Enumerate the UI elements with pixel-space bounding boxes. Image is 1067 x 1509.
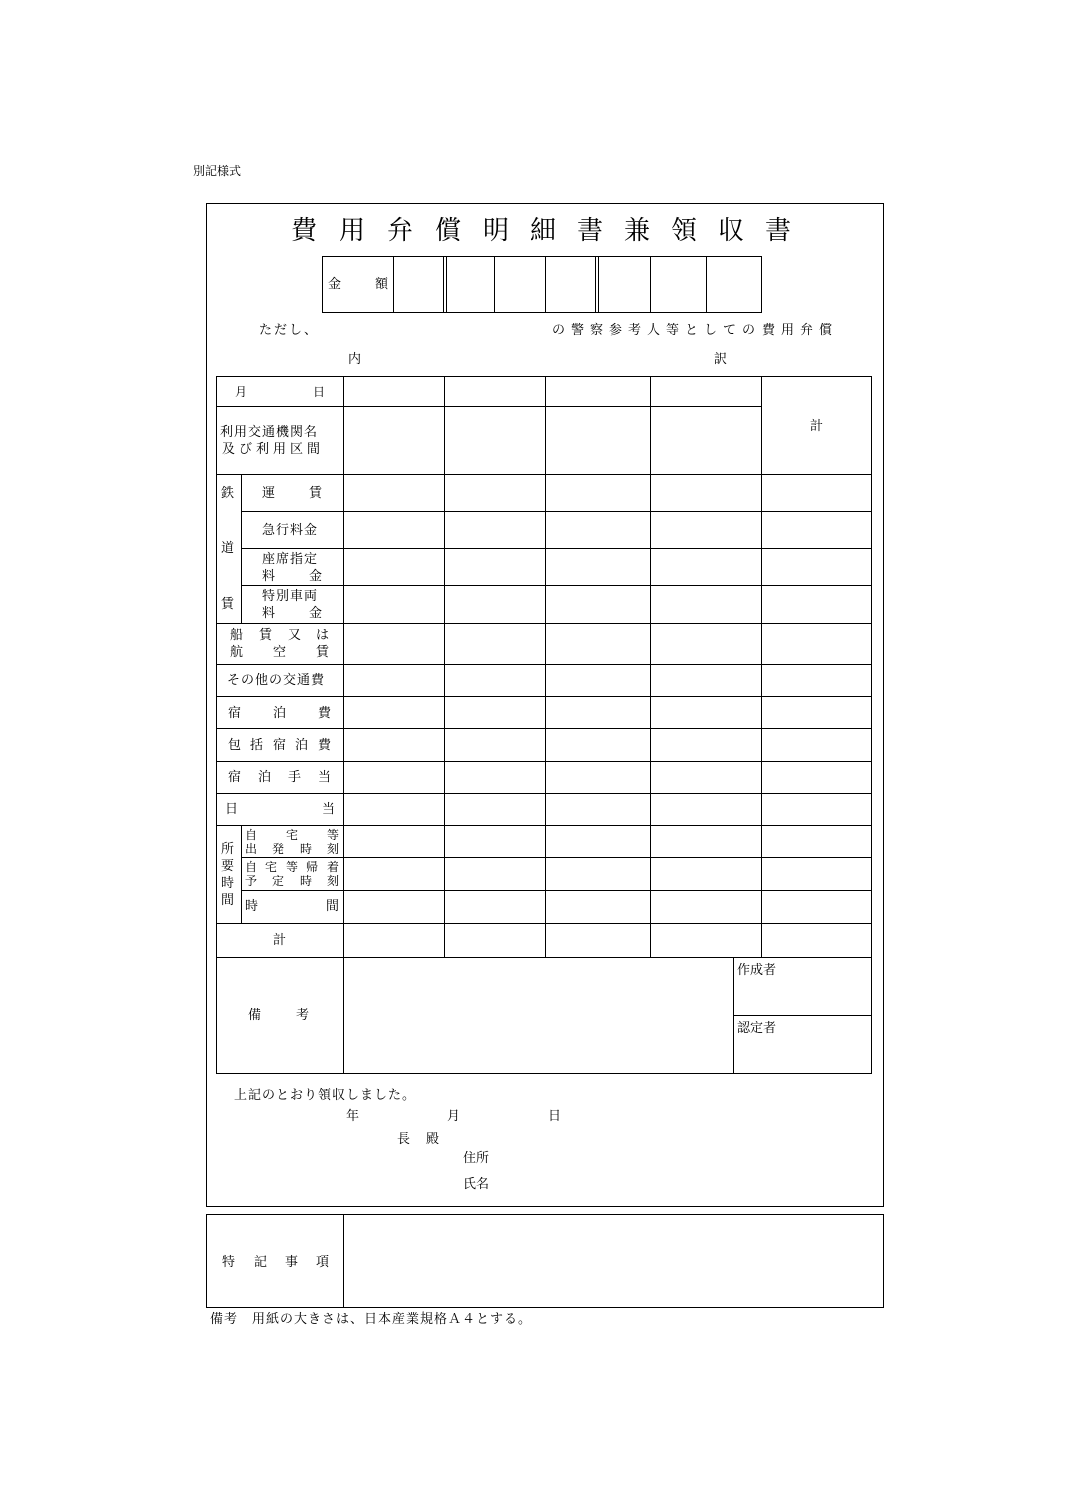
- return-label: 自: [245, 860, 258, 874]
- row-line: [216, 923, 872, 924]
- required-time-label: 要: [221, 859, 235, 874]
- amount-divider: [494, 256, 495, 313]
- hours-label: 間: [326, 899, 340, 914]
- departure-label: 等: [327, 828, 340, 842]
- proviso-char: 用: [781, 323, 795, 338]
- lodging-label: 宿: [228, 706, 242, 721]
- proviso-char: 等: [666, 323, 680, 338]
- return-label: 着: [327, 860, 340, 874]
- lodging-allowance-label: 宿: [228, 770, 242, 785]
- row-line: [216, 825, 872, 826]
- seat-fee-label: 料: [262, 569, 276, 584]
- rail-group-line: [241, 474, 242, 623]
- proviso-char: 察: [590, 323, 604, 338]
- date-label: 日: [313, 385, 326, 399]
- return-label: 等: [286, 860, 299, 874]
- proviso-char: 人: [647, 323, 661, 338]
- ship-air-label: 賃: [316, 645, 330, 660]
- recipient-chief: 殿: [426, 1132, 440, 1147]
- proviso-char: し: [704, 323, 718, 338]
- receipt-year: 年: [346, 1109, 360, 1124]
- return-label: 帰: [306, 860, 319, 874]
- proviso-char: 参: [609, 323, 623, 338]
- ship-air-label: 航: [230, 645, 244, 660]
- package-lodging-label: 泊: [295, 738, 309, 753]
- proviso-char: て: [723, 323, 737, 338]
- transport-label: 利用交通機関名: [220, 425, 319, 440]
- proviso-char: 弁: [800, 323, 814, 338]
- date-label: 月: [235, 385, 248, 399]
- amount-divider: [443, 256, 444, 313]
- departure-label: 出: [245, 842, 258, 856]
- row-line: [241, 548, 872, 549]
- ship-air-label: は: [316, 628, 330, 643]
- row-line: [241, 890, 872, 891]
- rail-group-label: 道: [221, 541, 235, 556]
- col-line: [761, 376, 762, 958]
- package-lodging-label: 包: [228, 738, 242, 753]
- proviso-char: の: [552, 323, 566, 338]
- title-char: 弁: [387, 216, 414, 246]
- rail-fare-label: 賃: [309, 486, 323, 501]
- footnote: 備考 用紙の大きさは、日本産業規格Ａ４とする。: [210, 1312, 533, 1327]
- amount-divider: [595, 256, 596, 313]
- breakdown-label: 訳: [714, 352, 728, 367]
- creator-label: 作成者: [737, 963, 777, 978]
- express-fee-label: 急行料金: [262, 523, 319, 538]
- special-car-label: 特別車両: [262, 589, 319, 604]
- amount-divider: [545, 256, 546, 313]
- receipt-day: 日: [548, 1109, 562, 1124]
- rail-group-label: 賃: [221, 597, 235, 612]
- approver-label: 認定者: [737, 1021, 777, 1036]
- required-time-label: 間: [221, 893, 235, 908]
- row-line: [216, 474, 872, 475]
- row-total-label: 計: [273, 933, 287, 948]
- col-line: [650, 376, 651, 958]
- rail-fare-label: 運: [262, 486, 276, 501]
- departure-label: 刻: [327, 842, 340, 856]
- ship-air-label: 空: [273, 645, 287, 660]
- receipt-month: 月: [447, 1109, 461, 1124]
- row-line: [216, 793, 872, 794]
- proviso-prefix: ただし、: [259, 323, 320, 338]
- col-line: [343, 376, 344, 1074]
- form-label: 別記様式: [193, 164, 242, 178]
- name-label: 氏名: [463, 1177, 490, 1192]
- amount-label: 金: [328, 277, 342, 292]
- title-char: 収: [718, 216, 745, 246]
- special-notes-divider: [343, 1214, 344, 1308]
- row-line: [216, 623, 872, 624]
- ship-air-label: 又: [288, 628, 302, 643]
- hours-label: 時: [245, 899, 259, 914]
- amount-divider: [650, 256, 651, 313]
- ship-air-label: 賃: [259, 628, 273, 643]
- return-label: 時: [300, 874, 313, 888]
- departure-label: 宅: [286, 828, 299, 842]
- lodging-label: 費: [318, 706, 332, 721]
- row-line: [241, 857, 872, 858]
- row-line: [216, 728, 872, 729]
- total-column-label: 計: [810, 419, 824, 434]
- departure-label: 発: [272, 842, 285, 856]
- package-lodging-label: 宿: [273, 738, 287, 753]
- proviso-char: 費: [762, 323, 776, 338]
- amount-divider: [598, 256, 599, 313]
- return-label: 定: [272, 874, 285, 888]
- seat-fee-label: 金: [309, 569, 323, 584]
- special-notes-label: 特: [222, 1255, 236, 1270]
- required-time-label: 時: [221, 876, 235, 891]
- address-label: 住所: [463, 1151, 490, 1166]
- special-car-label: 料: [262, 606, 276, 621]
- row-line: [241, 585, 872, 586]
- seat-fee-label: 座席指定: [262, 552, 319, 567]
- lodging-label: 泊: [273, 706, 287, 721]
- lodging-allowance-label: 泊: [258, 770, 272, 785]
- departure-label: 自: [245, 828, 258, 842]
- proviso-char: 償: [819, 323, 833, 338]
- row-line: [216, 957, 872, 958]
- return-label: 予: [245, 874, 258, 888]
- title-char: 費: [291, 216, 318, 246]
- title-char: 兼: [624, 216, 651, 246]
- lodging-allowance-label: 当: [318, 770, 332, 785]
- row-line: [343, 406, 761, 407]
- required-time-label: 所: [221, 842, 235, 857]
- special-car-label: 金: [309, 606, 323, 621]
- package-lodging-label: 括: [250, 738, 264, 753]
- title-char: 用: [339, 216, 366, 246]
- proviso-char: 考: [628, 323, 642, 338]
- title-char: 明: [483, 216, 510, 246]
- special-notes-label: 項: [316, 1255, 330, 1270]
- row-line: [241, 511, 872, 512]
- amount-divider: [446, 256, 447, 313]
- amount-divider: [706, 256, 707, 313]
- title-char: 書: [577, 216, 604, 246]
- receipt-statement: 上記のとおり領収しました。: [234, 1088, 417, 1103]
- departure-label: 時: [300, 842, 313, 856]
- proviso-char: の: [742, 323, 756, 338]
- rail-group-label: 鉄: [221, 486, 235, 501]
- other-transport-label: その他の交通費: [227, 673, 326, 688]
- signature-row-line: [733, 1015, 872, 1016]
- special-notes-box: [206, 1214, 884, 1308]
- title-char: 細: [530, 216, 557, 246]
- row-line: [216, 761, 872, 762]
- breakdown-label: 内: [348, 352, 362, 367]
- proviso-char: と: [685, 323, 699, 338]
- title-char: 領: [671, 216, 698, 246]
- col-line: [545, 376, 546, 958]
- amount-label: 額: [375, 277, 389, 292]
- time-group-line: [241, 825, 242, 923]
- return-label: 宅: [265, 860, 278, 874]
- daily-allowance-label: 日: [225, 802, 239, 817]
- recipient-chief: 長: [397, 1132, 411, 1147]
- title-char: 償: [435, 216, 462, 246]
- special-notes-label: 事: [285, 1255, 299, 1270]
- proviso-char: 警: [571, 323, 585, 338]
- transport-label: 及び利用区間: [222, 442, 325, 457]
- return-label: 刻: [327, 874, 340, 888]
- title-char: 書: [765, 216, 792, 246]
- lodging-allowance-label: 手: [288, 770, 302, 785]
- row-line: [216, 406, 343, 407]
- remarks-label: 備: [248, 1008, 262, 1023]
- ship-air-label: 船: [230, 628, 244, 643]
- remarks-label: 考: [296, 1008, 310, 1023]
- row-line: [216, 664, 872, 665]
- daily-allowance-label: 当: [322, 802, 336, 817]
- amount-divider: [393, 256, 394, 313]
- row-line: [216, 696, 872, 697]
- package-lodging-label: 費: [318, 738, 332, 753]
- col-line: [444, 376, 445, 958]
- special-notes-label: 記: [254, 1255, 268, 1270]
